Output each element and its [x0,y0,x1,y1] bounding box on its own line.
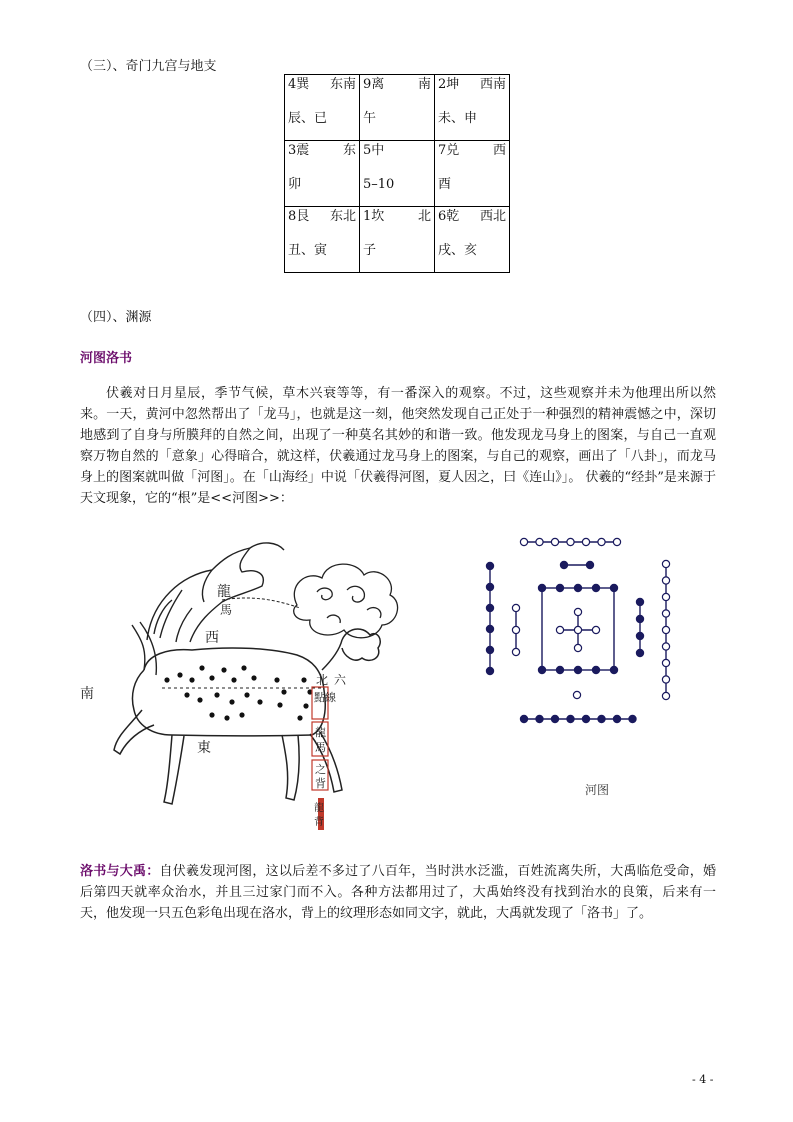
hetu-dot [592,666,599,673]
horse-pattern-dots [164,665,312,720]
hetu-dot [538,584,545,591]
hetu-dot [520,538,527,545]
palace-cell [360,75,435,141]
hetu-dot [556,584,563,591]
label-box2-a: 龍 [315,726,326,739]
hetu-dot [574,666,581,673]
hetu-dot [574,584,581,591]
hetu-dot [573,691,580,698]
paragraph-luoshu [80,861,716,924]
hetu-dot [629,715,636,722]
palace-branch: 5–10 [363,177,395,192]
label-box4-b: 背 [314,817,324,828]
hetu-dot [662,692,669,699]
label-east: 東 [197,740,211,756]
hetu-dot [486,667,493,674]
label-box1: 點線 [314,691,336,704]
palace-branch: 辰、已 [288,111,328,126]
palace-cell [435,141,510,207]
hetu-dot [662,560,669,567]
palace-cell [285,75,360,141]
palace-cell [360,207,435,273]
hetu-dot [586,561,593,568]
label-west: 西 [205,630,219,646]
hetu-dot [662,577,669,584]
hetu-dot [574,644,581,651]
hetu-dot [551,538,558,545]
hetu-dot [613,538,620,545]
hetu-dot [592,584,599,591]
label-north: 北 [316,673,329,687]
hetu-dot [610,666,617,673]
label-six: 六 [334,673,347,687]
palace-branch: 酉 [438,177,452,192]
label-horse: 馬 [220,603,233,617]
palace-number-name: 7兑 [438,143,460,158]
hetu-dot [567,715,574,722]
hetu-dot [538,666,545,673]
palace-number-name: 5中 [363,143,385,158]
hetu-dot [536,538,543,545]
hetu-dot [636,598,643,605]
palace-row [285,141,510,207]
paragraph-fuxi: 伏羲对日月星辰，季节气候，草木兴衰等等，有一番深入的观察。不过，这些观察并未为他理出所以然来。一天，黄河中忽然帮出了「龙马」，也就是这一刻，他突然发现自己正处于一种强烈的精神震憾之中，深切地感到了自身与所膜拜的自然之间，出现了一种莫名其妙的和谐一致。他发现龙马身上的图案，与自己一直观察万物自然的「意象」心得暗合，就这样，伏羲通过龙马身上的图案，与自己的观察，画出了「八卦」，而龙马身上的图案就叫做「河图」。在「山海经」中说「伏羲得河图，夏人因之，曰《连山》」。 伏羲的“经卦”是来源于天文现象，它的“根”是<<河图>>： [80,386,716,506]
hetu-dot [574,626,581,633]
palace-number-name: 9离 [363,77,385,92]
palace-branch: 子 [363,243,377,258]
hetu-dot [662,610,669,617]
hetu-dot [486,625,493,632]
hetu-dot [592,626,599,633]
nine-palaces-table [284,74,510,273]
label-box3-a: 之 [315,763,326,776]
hetu-dot [486,583,493,590]
hetu-dot [598,715,605,722]
palace-number-name: 2坤 [438,77,460,92]
hetu-dot [610,584,617,591]
hetu-dot [486,604,493,611]
palace-cell [435,75,510,141]
label-box2-b: 馬 [315,741,326,754]
palace-branch: 卯 [288,177,302,192]
label-box3-b: 背 [315,777,326,790]
hetu-dot [551,715,558,722]
palace-branch: 戌、亥 [438,243,478,258]
palace-direction: 北 [417,209,431,224]
palace-branch: 丑、寅 [288,243,328,258]
hetu-dot [512,604,519,611]
hetu-dot [636,615,643,622]
hetu-dot [662,593,669,600]
label-box4-a: 龍 [314,803,324,814]
cloud-icon [294,564,398,638]
hetu-dot [574,608,581,615]
hetu-dot [662,659,669,666]
palace-direction: 西北 [479,209,506,224]
palace-row [285,75,510,141]
palace-row [285,207,510,273]
palace-direction: 东 [342,143,356,158]
paragraph-luoshu-body: 自伏羲发现河图，这以后差不多过了八百年，当时洪水泛滥，百姓流离失所，大禹临危受命，婚后第四天就率众治水，并且三过家门而不入。各种方法都用过了，大禹始终没有找到治水的良策，后来有一天，他发现一只五色彩龟出现在洛水，背上的纹理形态如同文字，就此，大禹就发现了「洛书」了。 [80,864,716,921]
palace-cell [435,207,510,273]
hetu-dot [556,626,563,633]
hetu-diagram [472,530,712,730]
palace-direction: 西南 [479,77,506,92]
section-title-origins: （四）、渊源 [80,310,152,325]
palace-cell [360,141,435,207]
section-title-palaces: （三）、奇门九宫与地支 [80,59,217,74]
hetu-dot [486,646,493,653]
hetu-dot [662,626,669,633]
palace-direction: 西 [492,143,506,158]
horse-body-icon [114,629,380,804]
hetu-dot [486,562,493,569]
hetu-dot [613,715,620,722]
palace-direction: 南 [417,77,431,92]
label-south: 南 [80,686,94,702]
hetu-dot [636,632,643,639]
palace-direction: 东北 [329,209,356,224]
label-dragon: 龍 [217,584,231,600]
palace-number-name: 8艮 [288,209,310,224]
hetu-dot [582,538,589,545]
hetu-dot [636,649,643,656]
palace-number-name: 1坎 [363,209,385,224]
hetu-dot [662,643,669,650]
dragon-horse-illustration [72,530,412,840]
hetu-dot [662,676,669,683]
heading-hetu-luoshu: 河图洛书 [80,351,133,366]
hetu-dot [520,715,527,722]
hetu-dot [512,648,519,655]
hetu-caption: 河图 [585,783,610,797]
hetu-dot [536,715,543,722]
palace-branch: 午 [363,111,377,126]
hetu-dot [582,715,589,722]
hetu-dot [598,538,605,545]
page-number: - 4 - [692,1073,714,1086]
hetu-dot [556,666,563,673]
palace-cell [285,141,360,207]
palace-branch: 未、申 [438,111,478,126]
hetu-dot [560,561,567,568]
hetu-dot [567,538,574,545]
palace-cell [285,207,360,273]
palace-direction: 东南 [329,77,356,92]
palace-number-name: 6乾 [438,209,460,224]
palace-number-name: 4巽 [288,77,310,92]
paragraph-luoshu-lead: 洛书与大禹： [80,864,160,879]
palace-number-name: 3震 [288,143,310,158]
hetu-dot [512,626,519,633]
